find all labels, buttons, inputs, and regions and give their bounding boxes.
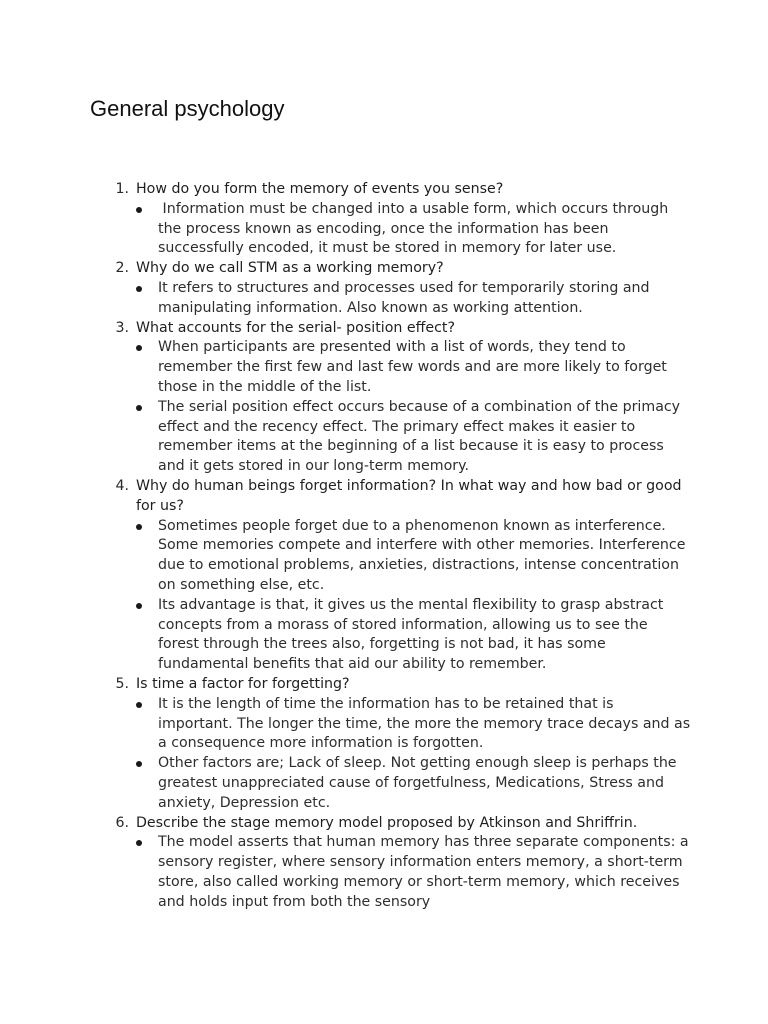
page-title: General psychology: [90, 96, 285, 121]
answer-text: It is the length of time the information has to be retained that is important. The longer the time, the more the memory trace decays and as a consequence more information is forgotten.: [158, 695, 691, 752]
question-number: 4.: [115, 477, 129, 494]
answer-item: [136, 596, 691, 675]
question-text: How do you form the memory of events you sense?: [136, 181, 504, 197]
answer-list: [136, 338, 691, 477]
answer-list: [136, 279, 691, 319]
answer-list: [136, 833, 691, 912]
answer-list: [136, 517, 691, 675]
answer-text: Its advantage is that, it gives us the mental flexibility to grasp abstract concepts from a morass of stored information, allowing us to see the forest through the trees also, forgetting is not bad, it has some fundamental benefits that aid our ability to remember.: [158, 596, 664, 673]
answer-item: [136, 338, 691, 397]
answer-text: Other factors are; Lack of sleep. Not getting enough sleep is perhaps the greatest unappreciated cause of forgetfulness, Medications, Stress and anxiety, Depression etc.: [158, 755, 677, 811]
question-number: 3.: [115, 319, 129, 336]
question-number: 5.: [115, 675, 129, 692]
question-text: Is time a factor for forgetting?: [136, 675, 350, 692]
bullet-icon: [136, 603, 142, 609]
question-text: Why do human beings forget information? In what way and how bad or good for us?: [136, 477, 682, 514]
bullet-icon: [136, 840, 142, 846]
question-item-5: [111, 675, 691, 814]
question-text: Describe the stage memory model proposed by Atkinson and Shriffrin.: [136, 814, 638, 831]
answer-item: [136, 279, 691, 319]
answer-text: The model asserts that human memory has three separate components: a sensory register, where sensory information enters memory, a short-term store, also called working memory or short-term memory, which receives and holds input from both the sensory: [158, 834, 689, 910]
answer-list: [136, 200, 691, 259]
answer-text: The serial position effect occurs because of a combination of the primacy effect and the recency effect. The primary effect makes it easier to remember items at the beginning of a list because it is easy to process and it gets stored in our long-term memory.: [158, 398, 681, 475]
answer-text: It refers to structures and processes used for temporarily storing and manipulating information. Also known as working attention.: [158, 279, 650, 316]
question-text: Why do we call STM as a working memory?: [136, 260, 444, 277]
answer-item: [136, 398, 691, 477]
question-item-6: [111, 814, 691, 913]
question-text: What accounts for the serial- position effect?: [136, 319, 456, 336]
question-item-3: [111, 319, 691, 477]
answer-text: Sometimes people forget due to a phenomenon known as interference. Some memories compete and interfere with other memories. Interference due to emotional problems, anxieties, distractions, intense concentration on something else, etc.: [158, 517, 686, 593]
question-list: [111, 180, 691, 912]
question-number: 6.: [115, 814, 129, 831]
question-item-4: [111, 477, 691, 675]
answer-list: [136, 695, 691, 814]
bullet-icon: [136, 761, 142, 767]
answer-item: [136, 200, 691, 259]
answer-item: [136, 833, 691, 912]
answer-text: Information must be changed into a usable form, which occurs through the process known as encoding, once the information has been successfully encoded, it must be stored in memory for later use.: [158, 200, 669, 257]
answer-text: When participants are presented with a list of words, they tend to remember the first few and last few words and are more likely to forget those in the middle of the list.: [158, 339, 667, 395]
answer-item: [136, 695, 691, 754]
answer-item: [136, 754, 691, 813]
bullet-icon: [136, 207, 142, 213]
question-number: 1.: [115, 181, 129, 197]
bullet-icon: [136, 405, 142, 411]
question-item-2: [111, 259, 691, 318]
bullet-icon: [136, 345, 142, 351]
bullet-icon: [136, 524, 142, 530]
bullet-icon: [136, 286, 142, 292]
question-number: 2.: [115, 260, 129, 277]
answer-item: [136, 517, 691, 596]
question-item-1: [111, 180, 691, 259]
bullet-icon: [136, 702, 142, 708]
